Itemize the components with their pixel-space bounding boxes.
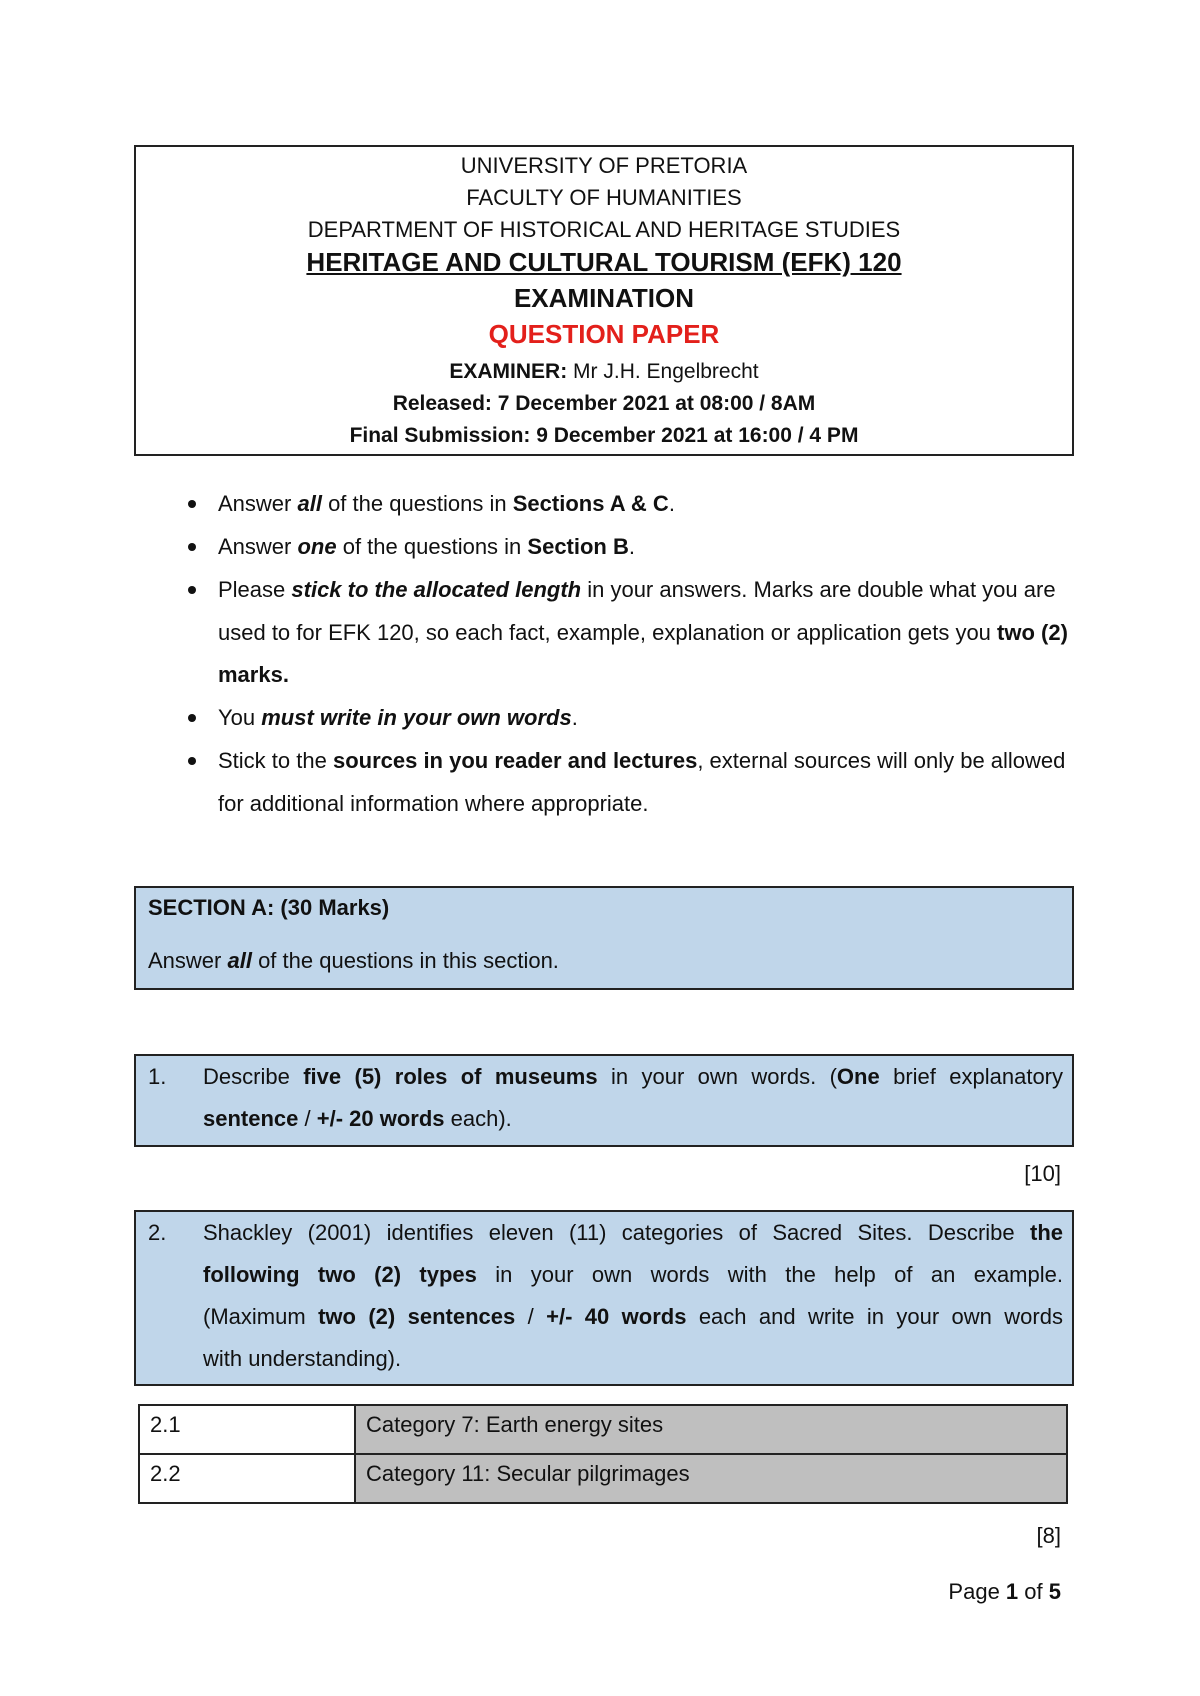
bullet-icon xyxy=(188,714,196,722)
bullet-icon xyxy=(188,500,196,508)
page-number: Page 1 of 5 xyxy=(948,1579,1061,1604)
instruction-item: Answer one of the questions in Section B. xyxy=(218,526,1068,569)
question-1-line-1: Describe five (5) roles of museums in your own words. (One brief explanatory xyxy=(203,1064,1064,1089)
question-2-line-2: following two (2) types in your own words with the help of an example. xyxy=(203,1262,1063,1287)
instruction-item: Please stick to the allocated length in your answers. Marks are double what you are used to for EFK 120, so each fact, example, explanation or application gets you two (2) marks. xyxy=(218,569,1068,697)
submission-date: Final Submission: 9 December 2021 at 16:00 / 4 PM xyxy=(349,424,859,447)
exam-header-box xyxy=(134,145,1074,456)
category-number: 2.1 xyxy=(139,1405,355,1454)
bullet-icon xyxy=(188,543,196,551)
table-row xyxy=(139,1405,1067,1454)
exam-type: EXAMINATION xyxy=(513,283,695,313)
category-number: 2.2 xyxy=(139,1454,355,1503)
instruction-item: You must write in your own words. xyxy=(218,697,1068,740)
bullet-icon xyxy=(188,757,196,765)
course-title: HERITAGE AND CULTURAL TOURISM (EFK) 120 xyxy=(306,247,902,277)
question-2-line-3: (Maximum two (2) sentences / +/- 40 words each and write in your own words xyxy=(203,1304,1063,1329)
section-a-title: SECTION A: (30 Marks) xyxy=(148,895,390,920)
examiner-label: EXAMINER: xyxy=(449,360,568,383)
question-2-marks: [8] xyxy=(1036,1523,1061,1548)
question-1-line-2: sentence / +/- 20 words each). xyxy=(203,1106,512,1131)
faculty-name: FACULTY OF HUMANITIES xyxy=(466,185,742,210)
question-number: 1. xyxy=(148,1064,167,1089)
question-number: 2. xyxy=(148,1220,167,1245)
question-2-box xyxy=(134,1210,1074,1386)
question-1-box xyxy=(134,1054,1074,1147)
question-2-line-1: Shackley (2001) identifies eleven (11) categories of Sacred Sites. Describe the xyxy=(203,1220,1063,1245)
examiner-line xyxy=(136,360,1072,384)
bullet-icon xyxy=(188,586,196,594)
table-row xyxy=(139,1454,1067,1503)
category-label: Category 11: Secular pilgrimages xyxy=(355,1454,1067,1503)
section-a-instruction: Answer all of the questions in this section. xyxy=(148,948,559,973)
question-2-line-4: with understanding). xyxy=(203,1346,402,1371)
released-date: Released: 7 December 2021 at 08:00 / 8AM xyxy=(392,392,816,415)
instruction-item: Answer all of the questions in Sections A & C. xyxy=(218,483,1068,526)
examiner-name: Mr J.H. Engelbrecht xyxy=(567,360,759,383)
categories-table xyxy=(138,1404,1068,1504)
department-name: DEPARTMENT OF HISTORICAL AND HERITAGE STUDIES xyxy=(307,217,901,242)
university-name: UNIVERSITY OF PRETORIA xyxy=(460,153,748,178)
paper-type: QUESTION PAPER xyxy=(488,319,720,349)
instruction-item: Stick to the sources in you reader and lectures, external sources will only be allowed for additional information where appropriate. xyxy=(218,740,1068,825)
section-a-box xyxy=(134,886,1074,990)
category-label: Category 7: Earth energy sites xyxy=(355,1405,1067,1454)
question-1-marks: [10] xyxy=(1024,1161,1061,1186)
